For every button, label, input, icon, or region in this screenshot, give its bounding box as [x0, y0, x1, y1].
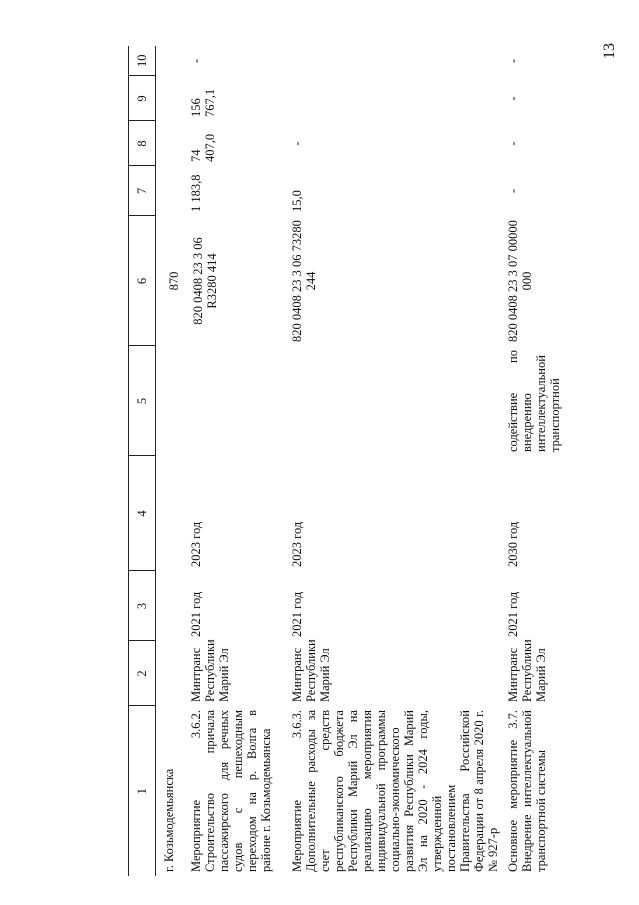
end-year: 2023 год	[189, 521, 203, 567]
expected-result	[287, 346, 503, 456]
value-col-10: -	[506, 58, 520, 64]
value-col-7: 1 183,8	[189, 174, 203, 212]
expected-result: содействие по внедрению интеллектуальной транспортной	[506, 350, 562, 452]
value-col-10: -	[189, 58, 203, 64]
value-col-9: 156 767,1	[189, 88, 217, 117]
table-header-row	[129, 46, 156, 876]
expected-result	[186, 346, 287, 456]
header-col-3: 3	[129, 571, 156, 641]
start-year: 2021 год	[506, 591, 520, 637]
start-year: 2021 год	[290, 591, 304, 637]
budget-code-top: 870	[167, 271, 181, 291]
value-col-8: 74 407,0	[189, 133, 217, 162]
end-year: 2023 год	[290, 521, 304, 567]
section-row	[156, 46, 187, 876]
value-col-7: -	[506, 188, 520, 194]
header-col-6: 6	[129, 216, 156, 346]
responsible: Минтранс Республики Марий Эл	[189, 639, 231, 702]
measure-name: Мероприятие 3.6.2. Строительство причала пассажирского для речных судов с пешеходным переходом на р. Волга в районе г. Козьмодемьянска	[189, 710, 273, 872]
end-year: 2030 год	[506, 521, 520, 567]
budget-code-main: 820 0408 23 3 06 R3280 414	[191, 237, 219, 325]
value-col-8: -	[506, 141, 520, 146]
header-col-10: 10	[129, 46, 156, 76]
header-col-5: 5	[129, 346, 156, 456]
document-table-rotated	[128, 46, 618, 876]
start-year: 2021 год	[189, 591, 203, 637]
header-col-1: 1	[129, 706, 156, 876]
header-col-2: 2	[129, 641, 156, 706]
header-col-8: 8	[129, 121, 156, 166]
header-col-4: 4	[129, 456, 156, 571]
budget-code: 820 0408 23 3 07 00000 000	[506, 220, 534, 342]
header-col-9: 9	[129, 76, 156, 121]
responsible: Минтранс Республики Марий Эл	[506, 639, 548, 702]
table-row	[503, 46, 619, 876]
budget-code	[167, 216, 287, 346]
budget-table	[128, 46, 619, 876]
measure-name: Мероприятие 3.6.3. Дополнительные расходы за счет средств республиканского бюджета Республики Марий Эл на реализацию мероприятия индивидуальной программы социально-экономического развития Республики Марий Эл на 2020 - 2024 годы, утвержденной постановлением Правительства Российской Федерации от 8 апреля 2020 г. № 927-р	[290, 710, 500, 872]
page-number: 13	[601, 43, 618, 59]
value-col-9	[287, 76, 503, 121]
section-label: г. Козьмодемьянска	[162, 768, 176, 872]
budget-code: 820 0408 23 3 06 73280 244	[290, 220, 318, 342]
measure-name: Основное мероприятие 3.7. Внедрение интеллектуальной транспортной системы	[506, 710, 548, 872]
value-col-9: -	[506, 96, 520, 101]
value-col-8: -	[290, 141, 304, 146]
responsible: Минтранс Республики Марий Эл	[290, 639, 332, 702]
value-col-7: 15,0	[290, 190, 304, 212]
table-row	[287, 46, 503, 876]
header-col-7: 7	[129, 166, 156, 216]
table-row	[186, 46, 287, 876]
value-col-10	[287, 46, 503, 76]
